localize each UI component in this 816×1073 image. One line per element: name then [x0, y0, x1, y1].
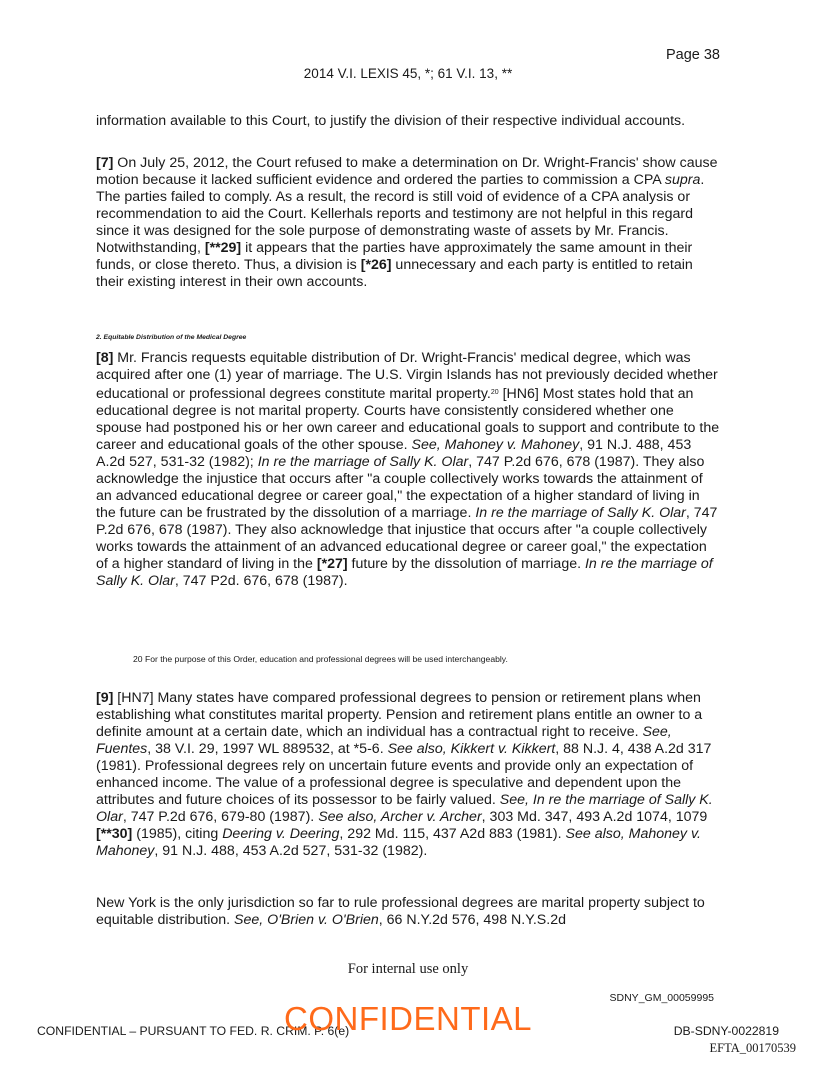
text-run: New York is the only jurisdiction so far to rule professional degrees are marital property subject to equitable distribution. — [96, 895, 705, 928]
text-italic: Deering v. Deering — [222, 826, 340, 842]
confidential-legend: CONFIDENTIAL – PURSUANT TO FED. R. CRIM. P. 6(e) — [37, 1024, 350, 1038]
text-italic: supra — [664, 172, 701, 188]
paragraph-marker: [7] — [96, 155, 114, 171]
star-paging: [*26] — [360, 257, 392, 273]
text-run: future by the dissolution of marriage. — [347, 556, 585, 572]
star-paging: [**29] — [204, 240, 242, 256]
text-run: , 747 P.2d 676, 678 (1987). They also acknowledge the injustice that occurs after "a couple collectively works towards the attainment of an advanced educational degree or career goal," the expectation of a higher standard of living in the future can be frustrated by the dissolution of a marriage. — [96, 454, 705, 521]
star-paging: [*27] — [316, 556, 348, 572]
running-header-citation: 2014 V.I. LEXIS 45, *; 61 V.I. 13, ** — [303, 66, 513, 81]
text-italic: See, In re the marriage of Sally K. Olar — [96, 792, 713, 825]
text-run: , 747 P2d. 676, 678 (1987). — [174, 573, 348, 589]
text-run: . The parties failed to comply. As a result, the record is still void of evidence of a CPA analysis or recommendation to aid the Court. Kellerhals reports and testimony are not helpful in this regard since it was designed for the sole purpose of demonstrating waste of assets by Mr. Francis. Notwithstanding, — [96, 172, 705, 256]
db-sdny-bates: DB-SDNY-0022819 — [673, 1024, 779, 1038]
text-run: [HN7] Many states have compared professional degrees to pension or retirement plans when establishing what constitutes marital property. Pension and retirement plans entitle an owner to a definite amount at a certain date, which an individual has a contractual right to receive. — [96, 690, 703, 740]
paragraph-new-york — [96, 895, 722, 929]
efta-bates: EFTA_00170539 — [709, 1041, 796, 1055]
star-paging: [**30] — [96, 826, 133, 842]
paragraph-text: information available to this Court, to justify the division of their respective individual accounts. — [96, 113, 686, 129]
sdny-gm-bates: SDNY_GM_00059995 — [609, 992, 714, 1004]
text-italic: See also, Archer v. Archer — [318, 809, 482, 825]
paragraph-9 — [96, 690, 722, 860]
text-run: Mr. Francis requests equitable distribution of Dr. Wright-Francis' medical degree, which was acquired after one (1) year of marriage. The U.S. Virgin Islands has not previously decided whether educational or professional degrees constitute marital property. — [96, 350, 718, 402]
text-italic: In re the marriage of Sally K. Olar — [475, 505, 686, 521]
footnote-ref[interactable]: 20 — [490, 389, 499, 396]
text-run: it appears that the parties have approximately the same amount in their funds, or close thereto. Thus, a division is — [96, 240, 693, 273]
text-italic: See also, Kikkert v. Kikkert — [387, 741, 556, 757]
text-run: , 88 N.J. 4, 438 A.2d 317 (1981). Professional degrees rely on uncertain future events and provide only an expectation of enhanced income. The value of a professional degree is speculative and dependent upon the attributes and future choices of its possessor to be fairly valued. — [96, 741, 712, 808]
text-run: (1985), citing — [132, 826, 223, 842]
text-italic: See, O'Brien v. O'Brien — [234, 912, 379, 928]
paragraph-8 — [96, 350, 722, 590]
text-run: , 91 N.J. 488, 453 A.2d 527, 531-32 (1982). — [154, 843, 428, 859]
paragraph-continuation — [96, 113, 722, 130]
text-italic: See also, Mahoney v. Mahoney — [96, 826, 701, 859]
text-run: , 303 Md. 347, 493 A.2d 1074, 1079 — [481, 809, 708, 825]
paragraph-7 — [96, 155, 722, 291]
text-run: , 91 N.J. 488, 453 A.2d 527, 531-32 (1982); — [96, 437, 692, 470]
section-subheading: 2. Equitable Distribution of the Medical Degree — [96, 334, 247, 341]
text-run: , 292 Md. 115, 437 A2d 883 (1981). — [339, 826, 566, 842]
text-run: , 38 V.I. 29, 1997 WL 889532, at *5-6. — [147, 741, 388, 757]
text-run: [HN6] Most states hold that an educational degree is not marital property. Courts have consistently considered whether one spouse had postponed his or her own career and educational goals to support and contribute to the career and educational goals of the other spouse. — [96, 386, 720, 453]
paragraph-marker: [8] — [96, 350, 114, 366]
text-run: On July 25, 2012, the Court refused to make a determination on Dr. Wright-Francis' show cause motion because it lacked sufficient evidence and ordered the parties to commission a CPA — [96, 155, 718, 188]
text-italic: In re the marriage of Sally K. Olar — [96, 556, 713, 589]
text-italic: See, Mahoney v. Mahoney — [411, 437, 580, 453]
text-run: , 747 P.2d 676, 678 (1987). They also acknowledge that injustice that occurs after "a couple collectively works towards the attainment of an advanced educational degree or career goal," the expectation of a higher standard of living in the — [96, 505, 718, 572]
page-number: Page 38 — [665, 47, 720, 63]
text-italic: See, Fuentes — [96, 724, 672, 757]
footnote-20: 20 For the purpose of this Order, education and professional degrees will be used interchangeably. — [133, 654, 508, 664]
internal-use-notice: For internal use only — [347, 961, 469, 977]
text-run: , 747 P.2d 676, 679-80 (1987). — [122, 809, 319, 825]
confidential-stamp: CONFIDENTIAL — [283, 1000, 533, 1037]
text-italic: In re the marriage of Sally K. Olar — [257, 454, 469, 470]
paragraph-marker: [9] — [96, 690, 114, 706]
text-run: unnecessary and each party is entitled to retain their existing interest in their own accounts. — [96, 257, 693, 290]
text-run: , 66 N.Y.2d 576, 498 N.Y.S.2d — [378, 912, 566, 928]
